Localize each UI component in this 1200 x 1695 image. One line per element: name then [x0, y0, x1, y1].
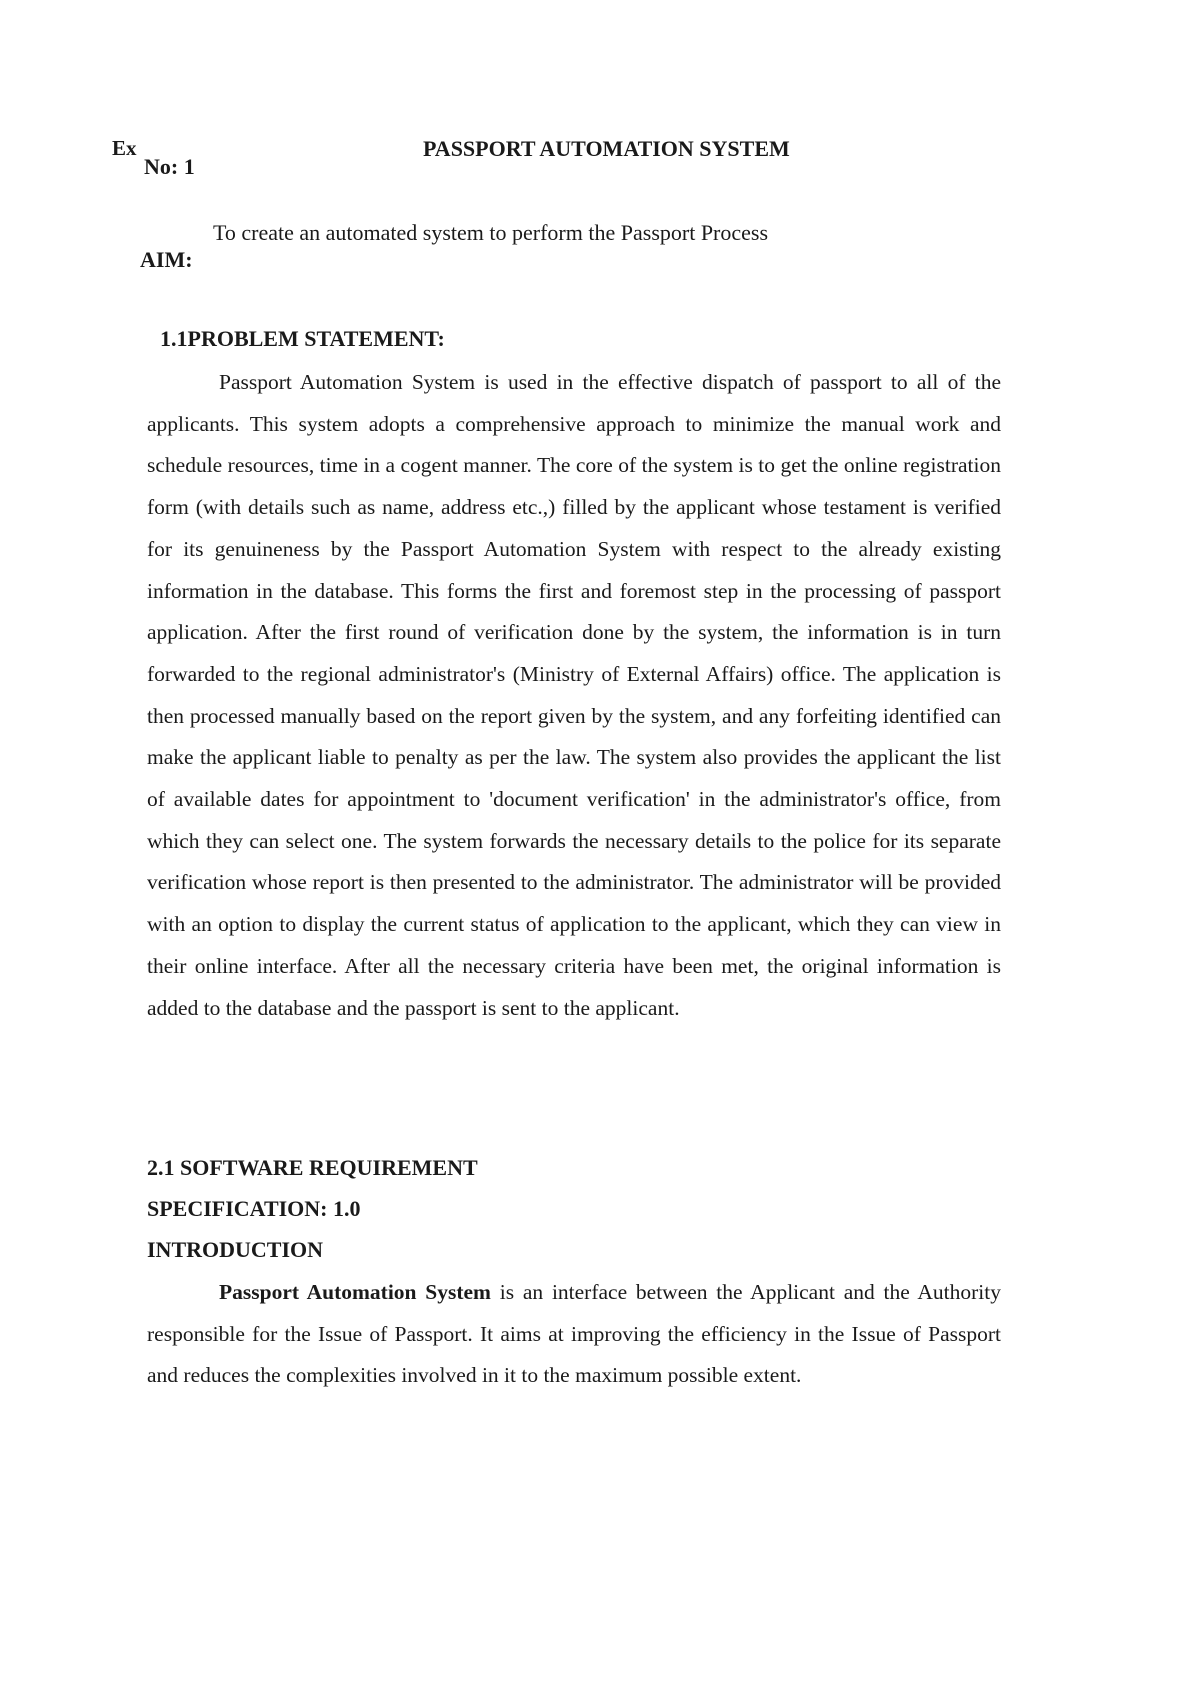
introduction-heading: INTRODUCTION: [147, 1237, 324, 1262]
problem-statement-text: Passport Automation System is used in the effective dispatch of passport to all of the applicants. This system adopts a comprehensive approach to minimize the manual work and schedule resources, time in a cogent manner. The core of the system is to get the online registration form (with details such as name, address etc.,) filled by the applicant whose testament is verified for its genuineness by the Passport Automation System with respect to the already existing information in the database. This forms the first and foremost step in the processing of passport application. After the first round of verification done by the system, the information is in turn forwarded to the regional administrator's (Ministry of External Affairs) office. The application is then processed manually based on the report given by the system, and any forfeiting identified can make the applicant liable to penalty as per the law. The system also provides the applicant the list of available dates for appointment to 'document verification' in the administrator's office, from which they can select one. The system forwards the necessary details to the police for its separate verification whose report is then presented to the administrator. The administrator will be provided with an option to display the current status of application to the applicant, which they can view in their online interface. After all the necessary criteria have been met, the original information is added to the database and the passport is sent to the applicant.: [147, 370, 1001, 1020]
problem-statement-paragraph: [147, 362, 1001, 1029]
problem-statement-heading: 1.1PROBLEM STATEMENT:: [160, 326, 445, 351]
exercise-number: No: 1: [144, 154, 195, 179]
exercise-label: Ex: [112, 136, 137, 160]
aim-label: AIM:: [140, 247, 193, 272]
srs-heading-line2: SPECIFICATION: 1.0: [147, 1196, 361, 1221]
document-title: PASSPORT AUTOMATION SYSTEM: [423, 136, 790, 161]
srs-heading-line1: 2.1 SOFTWARE REQUIREMENT: [147, 1155, 478, 1180]
introduction-paragraph: [147, 1272, 1001, 1397]
aim-text: To create an automated system to perform the Passport Process: [213, 220, 769, 245]
introduction-bold-term: Passport Automation System: [219, 1280, 491, 1304]
introduction-text: is an interface between the Applicant and the Authority responsible for the Issue of Passport. It aims at improving the efficiency in the Issue of Passport and reduces the complexities involved in it to the maximum possible extent.: [147, 1280, 1002, 1388]
